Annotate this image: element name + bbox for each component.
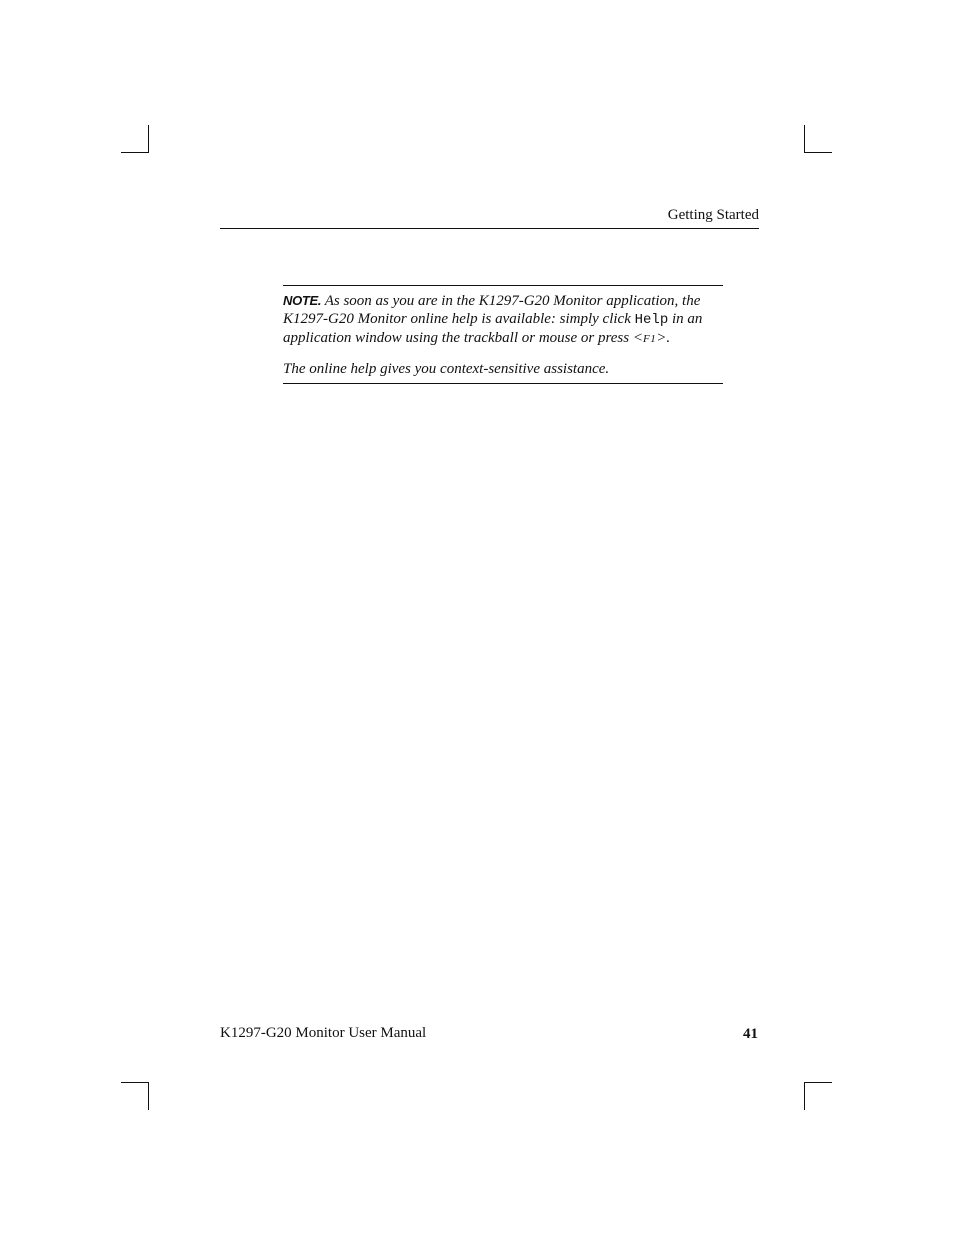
note-text-line1: As soon as you are in the K1297-G20 Monitor application, the: [321, 293, 701, 309]
crop-mark-top-right-horizontal: [804, 152, 832, 153]
crop-mark-bottom-left-vertical: [148, 1082, 149, 1110]
note-text-line2-end: in an: [668, 311, 703, 327]
note-paragraph-2: The online help gives you context-sensitive assistance.: [283, 361, 610, 377]
help-command: Help: [634, 312, 669, 328]
note-bottom-rule: [283, 383, 723, 384]
note-paragraph: [283, 292, 723, 348]
running-header: Getting Started: [667, 207, 759, 223]
f1-key: F1: [642, 333, 657, 345]
crop-mark-top-left-horizontal: [121, 152, 149, 153]
crop-mark-bottom-right-horizontal: [804, 1082, 832, 1083]
note-box: [283, 285, 723, 384]
crop-mark-top-left-vertical: [148, 125, 149, 153]
footer-manual-title: K1297-G20 Monitor User Manual: [220, 1025, 427, 1041]
page-number: 41: [743, 1026, 758, 1042]
note-top-rule: [283, 285, 723, 286]
crop-mark-bottom-right-vertical: [804, 1082, 805, 1110]
note-text-line3: application window using the trackball or mouse or press <: [283, 330, 643, 346]
crop-mark-top-right-vertical: [804, 125, 805, 153]
note-text-line2: K1297-G20 Monitor online help is available: simply click: [283, 311, 635, 327]
crop-mark-bottom-left-horizontal: [121, 1082, 149, 1083]
note-text-line3-end: >.: [656, 330, 671, 346]
note-label: NOTE.: [283, 293, 322, 308]
header-rule: [220, 228, 759, 229]
